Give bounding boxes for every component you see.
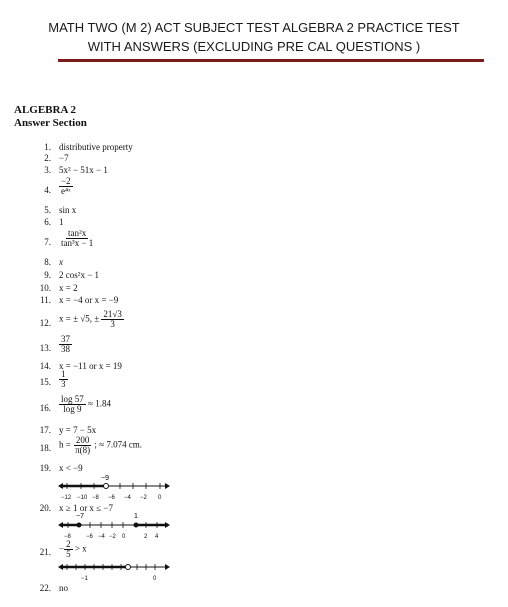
- answer-number-7: 7.: [44, 237, 51, 247]
- answer-15-denominator: 3: [61, 379, 66, 389]
- answer-number-13: 13.: [39, 343, 51, 353]
- answer-number-19: 19.: [39, 463, 51, 473]
- answer-16-numerator: log 57: [61, 394, 84, 404]
- answer-number-10: 10.: [39, 283, 51, 293]
- answer-number-2: 2.: [44, 153, 51, 163]
- answer-12-denominator: 3: [110, 319, 115, 329]
- answer-3: 5x² − 51x − 1: [59, 165, 108, 175]
- number-line-19-tick-2: −10: [77, 495, 88, 501]
- answer-15: [59, 370, 68, 389]
- number-line-20-tick-2: −6: [86, 534, 93, 540]
- answer-22: no: [59, 583, 68, 593]
- number-line-20-tick-4: −2: [109, 534, 116, 540]
- answer-20: x ≥ 1 or x ≤ −7: [59, 503, 113, 513]
- number-line-19-tick-1: −12: [61, 495, 72, 501]
- number-line-19-tick-5: −4: [124, 495, 131, 501]
- answer-6: 1: [59, 217, 64, 227]
- page-title-line-1: MATH TWO (M 2) ACT SUBJECT TEST ALGEBRA 2 PRACTICE TEST: [48, 20, 460, 35]
- answer-number-8: 8.: [44, 257, 51, 267]
- answer-16-approx: ≈ 1.84: [88, 398, 111, 409]
- answer-18-denominator: π(8): [75, 445, 91, 455]
- number-line-20-tick-5: 0: [122, 534, 126, 540]
- answer-19: x < −9: [59, 463, 83, 473]
- answer-number-3: 3.: [44, 165, 51, 175]
- answer-number-12: 12.: [39, 318, 51, 328]
- answer-8: x: [59, 257, 63, 267]
- answer-14: x = −11 or x = 19: [59, 361, 122, 371]
- number-line-20-closed-point-2: [134, 523, 139, 528]
- number-line-20-tick-1: −8: [64, 534, 71, 540]
- answer-number-20: 20.: [39, 503, 51, 513]
- answer-1: distributive property: [59, 142, 133, 152]
- answer-4-denominator: e⁴ˣ: [61, 186, 71, 196]
- number-line-21-tick-2: 0: [153, 576, 157, 582]
- number-line-20: [58, 510, 178, 542]
- answer-12-numerator: 21√3: [103, 309, 122, 319]
- answer-number-18: 18.: [39, 443, 51, 453]
- number-line-21-right-arrow: [165, 564, 170, 570]
- number-line-21: [58, 560, 178, 584]
- answer-4: [59, 177, 73, 196]
- answer-21-numerator: 2: [66, 539, 71, 549]
- answer-number-22: 22.: [39, 583, 51, 593]
- page-title-line-2: WITH ANSWERS (EXCLUDING PRE CAL QUESTIONS ): [87, 39, 421, 54]
- answer-18-prefix: h =: [59, 439, 71, 450]
- answer-21-sign: −: [59, 543, 65, 554]
- answer-number-15: 15.: [39, 377, 51, 387]
- answer-12-prefix: x = ± √5, ±: [59, 313, 100, 324]
- answer-11: x = −4 or x = −9: [59, 295, 119, 305]
- number-line-19-tick-7: 0: [158, 495, 162, 501]
- number-line-19-open-point: [104, 484, 109, 489]
- answer-16-denominator: log 9: [63, 404, 82, 414]
- answer-number-21: 21.: [39, 547, 51, 557]
- answer-13: [59, 335, 72, 354]
- answer-number-16: 16.: [39, 403, 51, 413]
- number-line-19: [58, 472, 178, 502]
- answer-5: sin x: [59, 205, 77, 215]
- number-line-20-point-label-1: −7: [76, 513, 84, 520]
- answer-7-numerator: tan²x: [68, 228, 87, 238]
- answer-2: −7: [59, 153, 69, 163]
- number-line-19-tick-6: −2: [140, 495, 147, 501]
- answer-number-9: 9.: [44, 270, 51, 280]
- answer-10: x = 2: [59, 283, 78, 293]
- answer-9: 2 cos²x − 1: [59, 270, 100, 280]
- number-line-20-tick-6: 2: [144, 534, 148, 540]
- number-line-20-closed-point-1: [77, 523, 82, 528]
- number-line-19-tick-3: −8: [92, 495, 99, 501]
- number-line-21-tick-1: −1: [81, 576, 88, 582]
- number-line-21-open-point: [126, 565, 131, 570]
- section-heading: ALGEBRA 2: [14, 104, 77, 116]
- answer-21-denominator: 5: [66, 549, 71, 559]
- answer-16: [59, 395, 111, 414]
- answer-18-numerator: 200: [75, 435, 90, 445]
- answer-number-14: 14.: [39, 361, 51, 371]
- answer-4-numerator: −2: [61, 176, 71, 186]
- number-line-20-tick-3: −4: [98, 534, 105, 540]
- title-underline: [58, 59, 484, 62]
- answer-18: [59, 436, 142, 455]
- number-line-19-point-label: −9: [101, 475, 109, 482]
- answer-7-denominator: tan³x − 1: [61, 238, 94, 248]
- number-line-19-right-arrow: [165, 483, 170, 489]
- answer-number-11: 11.: [40, 295, 51, 305]
- answer-21-relation: > x: [74, 543, 87, 554]
- answer-13-denominator: 38: [61, 344, 70, 354]
- answer-number-6: 6.: [44, 217, 51, 227]
- answer-12: [59, 310, 124, 329]
- answer-number-4: 4.: [44, 185, 51, 195]
- answer-number-1: 1.: [44, 142, 51, 152]
- section-subtitle: Answer Section: [14, 117, 87, 129]
- answer-13-numerator: 37: [61, 334, 70, 344]
- answer-15-numerator: 1: [61, 369, 66, 379]
- number-line-20-tick-7: 4: [155, 534, 159, 540]
- answer-17: y = 7 − 5x: [59, 425, 97, 435]
- answer-18-approx: ; ≈ 7.074 cm.: [94, 439, 143, 450]
- answer-number-17: 17.: [39, 425, 51, 435]
- number-line-20-point-label-2: 1: [134, 513, 138, 520]
- answer-21: [59, 540, 87, 559]
- answer-7: [59, 229, 95, 248]
- answer-number-5: 5.: [44, 205, 51, 215]
- number-line-19-tick-4: −6: [108, 495, 115, 501]
